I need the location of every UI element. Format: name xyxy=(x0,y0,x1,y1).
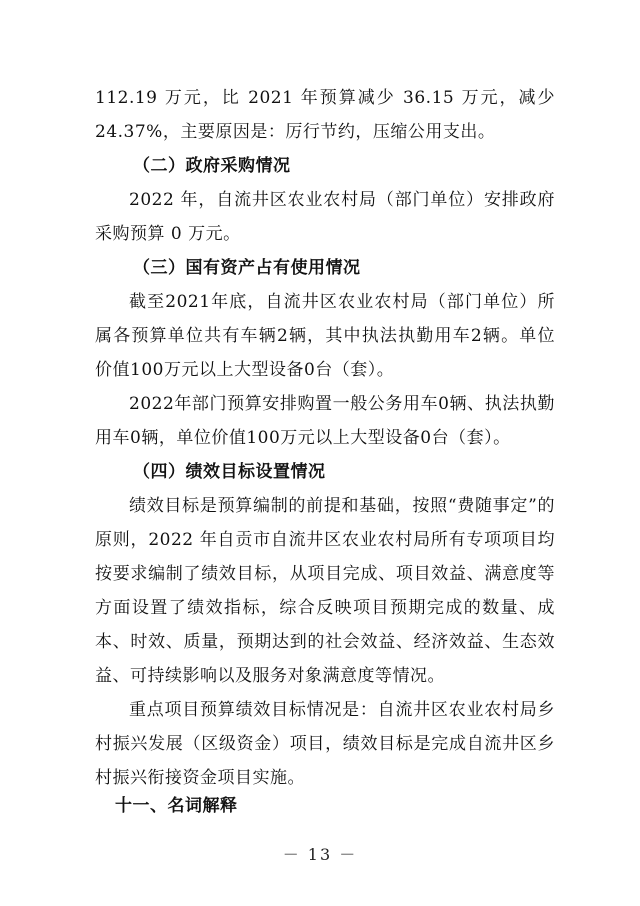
heading-text: （四）绩效目标设置情况 xyxy=(133,462,326,482)
paragraph-vehicle-purchase xyxy=(95,387,555,455)
paragraph-text: 重点项目预算绩效目标情况是：自流井区农业农村局乡村振兴发展（区级资金）项目，绩效目标是完成自流井区乡村振兴衔接资金项目实施。 xyxy=(95,700,555,788)
paragraph-text: 2022年部门预算安排购置一般公务用车0辆、执法执勤用车0辆，单位价值100万元以上大型设备0台（套）。 xyxy=(95,394,555,448)
section-heading-government-procurement xyxy=(95,149,555,183)
section-heading-performance-goals xyxy=(95,455,555,489)
page-number: － 13 － xyxy=(282,845,358,864)
section-heading-glossary xyxy=(95,789,555,823)
paragraph-procurement xyxy=(95,183,555,251)
paragraph-text: 绩效目标是预算编制的前提和基础，按照“费随事定”的原则，2022 年自贡市自流井区农业农村局所有专项项目均按要求编制了绩效目标，从项目完成、项目效益、满意度等方面设置了绩效指标，综合反映项目预期完成的数量、成本、时效、质量，预期达到的社会效益、经济效益、生态效益、可持续影响以及服务对象满意度等情况。 xyxy=(95,496,555,686)
paragraph-text: 112.19 万元，比 2021 年预算减少 36.15 万元，减少 24.37%，主要原因是：厉行节约，压缩公用支出。 xyxy=(95,88,555,142)
paragraph-performance-goals xyxy=(95,489,555,693)
heading-text: （三）国有资产占有使用情况 xyxy=(133,258,361,278)
heading-text: 十一、名词解释 xyxy=(115,796,238,816)
paragraph-key-project xyxy=(95,693,555,795)
paragraph-budget-reduction xyxy=(95,81,555,149)
heading-text: （二）政府采购情况 xyxy=(133,156,291,176)
section-heading-state-assets xyxy=(95,251,555,285)
paragraph-text: 2022 年，自流井区农业农村局（部门单位）安排政府采购预算 0 万元。 xyxy=(95,190,555,244)
paragraph-vehicles xyxy=(95,285,555,387)
paragraph-text: 截至2021年底，自流井区农业农村局（部门单位）所属各预算单位共有车辆2辆，其中执法执勤用车2辆。单位价值100万元以上大型设备0台（套）。 xyxy=(95,292,555,380)
